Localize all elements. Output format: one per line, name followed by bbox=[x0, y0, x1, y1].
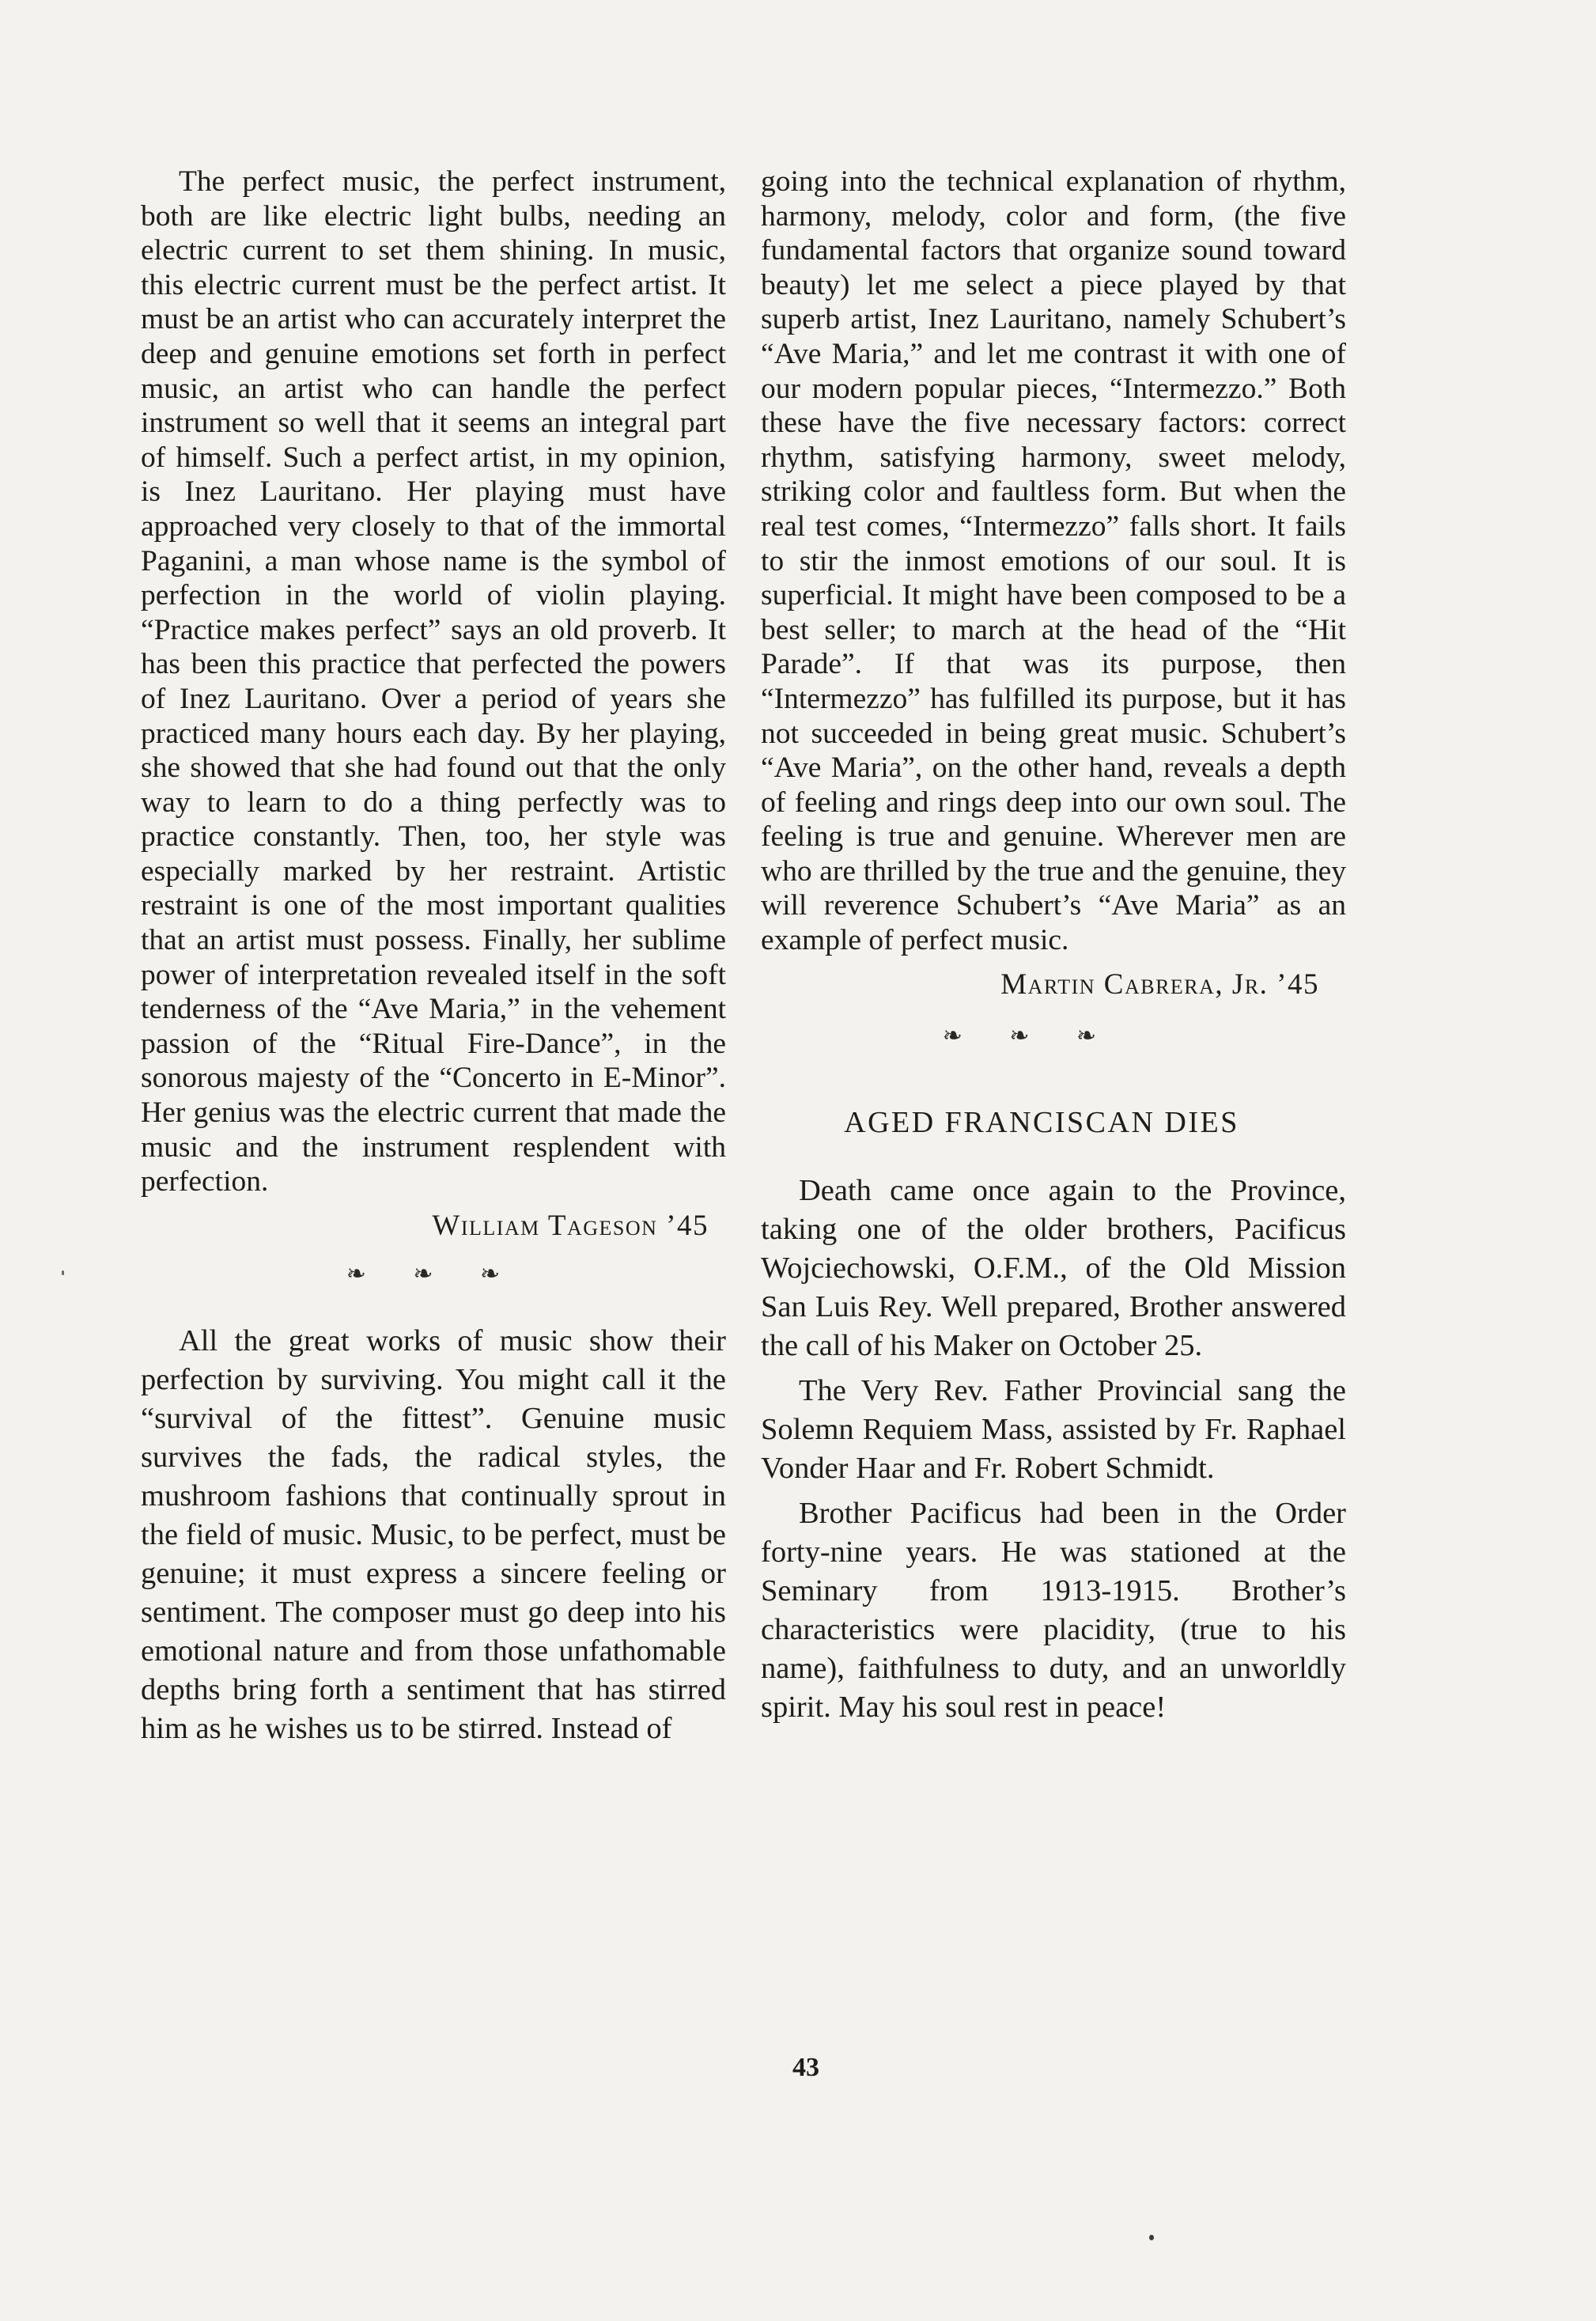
article-heading-aged-franciscan: AGED FRANCISCAN DIES bbox=[844, 1105, 1239, 1139]
right-column bbox=[761, 165, 1346, 1727]
section-divider-ornament: ❧ ❧ ❧ bbox=[346, 1261, 521, 1288]
article-paragraph: The Very Rev. Father Provincial sang the Solemn Requiem Mass, assisted by Fr. Raphael Vonder Haar and Fr. Robert Schmidt. bbox=[761, 1374, 1346, 1486]
byline-martin-cabrera: Martin Cabrera, Jr. ’45 bbox=[1000, 967, 1319, 1001]
section-divider-ornament: ❧ ❧ ❧ bbox=[942, 1023, 1118, 1050]
left-column bbox=[141, 165, 726, 1748]
article-paragraph: Death came once again to the Province, taking one of the older brothers, Pacificus Wojciechowski, O.F.M., of the Old Mission San Luis Rey. Well prepared, Brother answered the call of his Maker on October 25. bbox=[761, 1174, 1346, 1363]
paper-speck bbox=[1149, 2235, 1154, 2240]
paper-speck bbox=[62, 1270, 64, 1275]
article-perfect-artist-body: The perfect music, the perfect instrument, both are like electric light bulbs, needing an electric current to set them shining. In music, this electric current must be the perfect artist. It must be an artist who can accurately interpret the deep and genuine emotions set forth in perfect music, an artist who can handle the perfect instrument so well that it seems an integral part of himself. Such a perfect artist, in my opinion, is Inez Lauritano. Her playing must have approached very closely to that of the immortal Paganini, a man whose name is the symbol of perfection in the world of violin playing. “Practice makes perfect” says an old proverb. It has been this practice that perfected the powers of Inez Lauritano. Over a period of years she practiced many hours each day. By her playing, she showed that she had found out that the only way to learn to do a thing perfectly was to practice constantly. Then, too, her style was especially marked by her restraint. Artistic restraint is one of the most important qualities that an artist must possess. Finally, her sublime power of interpretation revealed itself in the soft tenderness of the “Ave Maria,” in the vehement passion of the “Ritual Fire-Dance”, in the sonorous majesty of the “Concerto in E-Minor”. Her genius was the electric current that made the music and the instrument resplendent with perfection. bbox=[141, 165, 726, 1198]
byline-william-tageson: William Tageson ’45 bbox=[432, 1209, 709, 1242]
article-perfect-music-continued: going into the technical explanation of rhythm, harmony, melody, color and form, (the five fundamental factors that organize sound toward beauty) let me select a piece played by that superb artist, Inez Lauritano, namely Schubert’s “Ave Maria,” and let me contrast it with one of our modern popular pieces, “Intermezzo.” Both these have the five necessary factors: correct rhythm, satisfying harmony, sweet melody, striking color and faultless form. But when the real test comes, “Intermezzo” falls short. It fails to stir the inmost emotions of our soul. It is superficial. It might have been composed to be a best seller; to march at the head of the “Hit Parade”. If that was its purpose, then “Intermezzo” has fulfilled its purpose, but it has not succeeded in being great music. Schubert’s “Ave Maria”, on the other hand, reveals a depth of feeling and rings deep into our own soul. The feeling is true and genuine. Wherever men are who are thrilled by the true and the genuine, they will reverence Schubert’s “Ave Maria” as an example of perfect music. bbox=[761, 165, 1346, 957]
article-paragraph: Brother Pacificus had been in the Order forty-nine years. He was stationed at the Seminary from 1913-1915. Brother’s characteristics were placidity, (true to his name), faithfulness to duty, and an unworldly spirit. May his soul rest in peace! bbox=[761, 1497, 1346, 1725]
article-perfect-music-body: All the great works of music show their perfection by surviving. You might call it the “survival of the fittest”. Genuine music survives the fads, the radical styles, the mushroom fashions that continually sprout in the field of music. Music, to be perfect, must be genuine; it must express a sincere feeling or sentiment. The composer must go deep into his emotional nature and from those unfathomable depths bring forth a sentiment that has stirred him as he wishes us to be stirred. Instead of bbox=[141, 1324, 726, 1745]
page-number: 43 bbox=[792, 2053, 819, 2082]
